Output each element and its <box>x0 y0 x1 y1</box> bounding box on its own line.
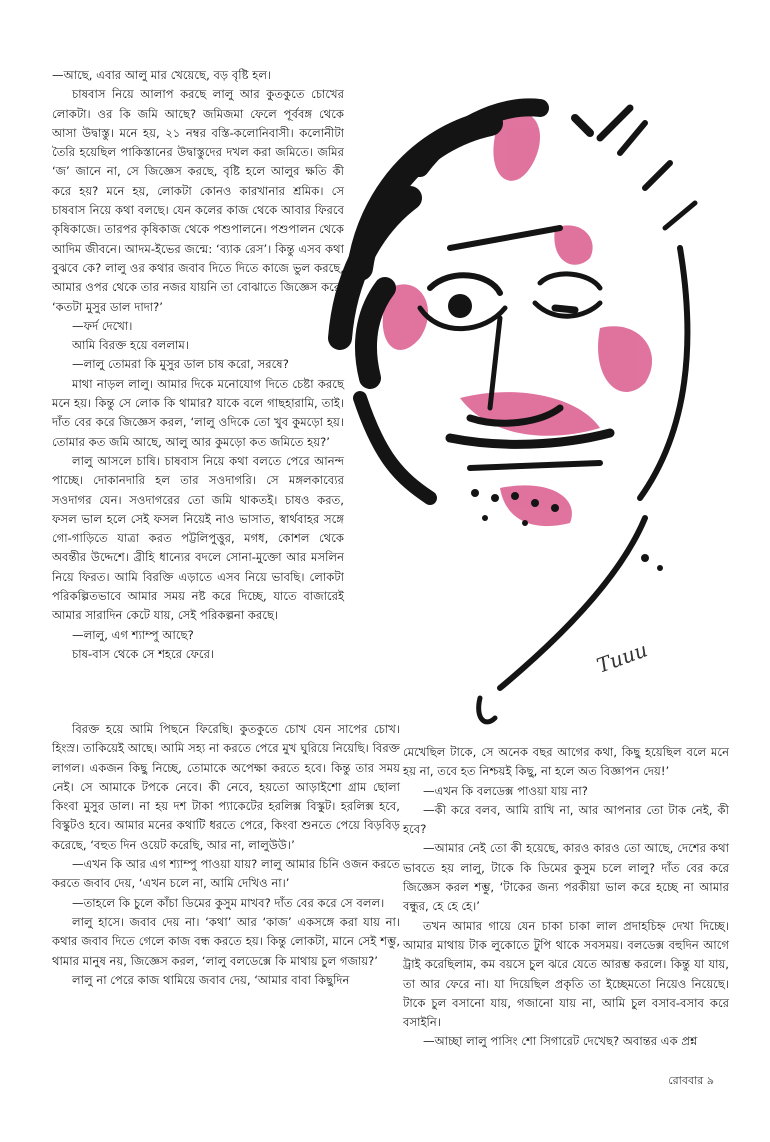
paragraph: —এখন কি আর এগ শ্যাম্পু পাওয়া যায়? লালু আমার চিনি ওজন করতে করতে জবাব দেয়, ‘এখন চলে না, আমি দেখিও না।’ <box>52 857 400 891</box>
artist-signature: Tuuu <box>593 637 651 678</box>
paragraph: লালু হাসে। জবাব দেয় না। ‘কথা’ আর ‘কাজ’ একসঙ্গে করা যায় না। কথার জবাব দিতে গেলে কাজ বন্ধ করতে হয়। কিন্তু লোকটা, মানে সেই শম্ভু, থামার মানুষ নয়, জিজ্ঞেস করল, ‘লালু বলডেক্সে কি মাথায় চুল গজায়?’ <box>52 914 400 968</box>
page-number-label: রোববার ৯ <box>668 1074 714 1087</box>
paragraph: তখন আমার গায়ে যেন চাকা চাকা লাল প্রদাহচিহ্ন দেখা দিচ্ছে। আমার মাথায় টাক লুকোতে টুপি থাকে সবসময়। বলডেক্স বহুদিন আগে ট্রাই করেছিলাম, কম বয়সে চুল ঝরে যেতে আরম্ভ করলে। কিন্তু যা যায়, তা আর ফেরে না। যা দিয়েছিল প্রকৃতি তা ইচ্ছেমতো নিয়েও নিয়েছে। টাকে চুল বসানো যায়, গজানো যায় না, আমি চুল বসাব-বসাব করে বসাইনি। <box>403 918 729 1030</box>
paragraph: মাথা নাড়ল লালু। আমার দিকে মনোযোগ দিতে চেষ্টা করছে মনে হয়। কিন্তু সে লোক কি থামার? যাকে বলে গাছহারামি, তাই। দাঁত বের করে জিজ্ঞেস করল, ‘লালু ওদিকে তো খুব কুমড়ো হয়। তোমার কত জমি আছে, আলু আর কুমড়ো কত জমিতে হয়?’ <box>52 376 344 449</box>
paragraph: আমি বিরক্ত হয়ে বললাম। <box>72 338 189 353</box>
paragraph: —আচ্ছা লালু পাসিং শো সিগারেট দেখেছ? অবান্তর এক প্রশ্ন <box>423 1034 698 1049</box>
paragraph: —কী করে বলব, আমি রাখি না, আর আপনার তো টাক নেই, কী হবে? <box>403 802 729 837</box>
paragraph: লালু আসলে চাষি। চাষবাস নিয়ে কথা বলতে পেরে আনন্দ পাচ্ছে। দোকানদারি হল তার সওদাগরি। সে মঙ্গলকাব্যের সওদাগর যেন। সওদাগরের তো জমি থাকতই। চাষও করত, ফসল ভাল হলে সেই ফসল নিয়েই নাও ভাসাত, স্বার্থবাহর সঙ্গে গো-গাড়িতে যাত্রা করত পট্টলিপুত্তুর, মগধ, কোশল থেকে অবন্তীর উদ্দেশে। ব্রীহি ধান্যের বদলে সোনা-মুক্তো আর মসলিন নিয়ে ফিরত। আমি বিরক্তি এড়াতে এসব নিয়ে ভাবছি। লোকটা পরিকল্পিতভাবে আমার সময় নষ্ট করে দিচ্ছে, যাতে বাজারেই আমার সারাদিন কেটে যায়, সেই পরিকল্পনা করছে। <box>52 453 344 623</box>
paragraph: লালু না পেরে কাজ থামিয়ে জবাব দেয়, ‘আমার বাবা কিছুদিন <box>72 972 350 987</box>
paragraph: মেখেছিল টাকে, সে অনেক বছর আগের কথা, কিছু হয়েছিল বলে মনে হয় না, তবে হত নিশ্চয়ই কিছু, না হলে অত বিজ্ঞাপন দেয়!’ <box>403 745 729 779</box>
paragraph: —তাহলে কি চুলে কাঁচা ডিমের কুসুম মাখব? দাঁত বের করে সে বলল। <box>72 895 385 910</box>
paragraph: —আছে, এবার আলু মার খেয়েছে, বড় বৃষ্টি হল। <box>52 68 272 82</box>
paragraph: —আমার নেই তো কী হয়েছে, কারও কারও তো আছে, দেশের কথা ভাবতে হয় লালু, টাকে কি ডিমের কুসুম চলে লালু? দাঁত বের করে জিজ্ঞেস করল শম্ভু, ‘টাকের জন্য পরকীয়া ভাল করে হচ্ছে না আমার বন্ধুর, হে হে হে।’ <box>403 841 729 914</box>
paragraph: —লালু তোমরা কি মুসুর ডাল চাষ করো, সরষে? <box>72 357 289 372</box>
paragraph: চাষ-বাস থেকে সে শহরে ফেরে। <box>72 646 215 661</box>
paragraph: বিরক্ত হয়ে আমি পিছনে ফিরেছি। কুতকুতে চোখ যেন সাপের চোখ। হিংস্র। তাকিয়েই আছে। আমি সহ্য না করতে পেরে মুখ ঘুরিয়ে নিয়েছি। বিরক্ত লাগল। একজন কিছু নিচ্ছে, তোমাকে অপেক্ষা করতে হবে। কিন্তু তার সময় নেই। সে আমাকে টপকে নেবে। কী নেবে, হয়তো আড়াইশো গ্রাম ছোলা কিংবা মুসুর ডাল। না হয় দশ টাকা প্যাকেটের হরলিক্স বিস্কুট। হরলিক্স হবে, বিস্কুটও হবে। আমার মনের কথাটি ধরতে পেরে, কিংবা শুনতে পেয়ে বিড়বিড় করেছে, ‘বহুত দিন ওয়েট করেছি, আর না, লালুউউ।’ <box>52 722 400 852</box>
paragraph: —এখন কি বলডেক্স পাওয়া যায় না? <box>423 783 588 798</box>
portrait-illustration <box>300 78 740 738</box>
paragraph: চাষবাস নিয়ে আলাপ করছে লালু আর কুতকুতে চোখের লোকটা। ওর কি জমি আছে? জমিজমা ফেলে পূর্ববঙ্গ থেকে আসা উদ্বাস্তু। মনে হয়, ২১ নম্বর বস্তি-কলোনিবাসী। কলোনীটা তৈরি হয়েছিল পাকিস্তানের উদ্বাস্তুদের দখল করা জমিতে। জমির ‘জ’ জানে না, সে জিজ্ঞেস করছে, বৃষ্টি হলে আলুর ক্ষতি কী করে হয়? মনে হয়, লোকটা কোনও কারখানার শ্রমিক। সে চাষবাস নিয়ে কথা বলছে। যেন কলের কাজ থেকে আবার ফিরবে কৃষিকাজে। তারপর কৃষিকাজ থেকে পশুপালনে। পশুপালন থেকে আদিম জীবনে। আদম-ইভের জন্মে: ‘ব্যাক রেস’। কিন্তু এসব কথা বুঝবে কে? লালু ওর কথার জবাব দিতে দিতে কাজে ভুল করছে, আমার ওপর থেকে তার নজর যায়নি তা বোঝাতে জিজ্ঞেস করে, ‘কতটা মুসুর ডাল দাদা?’ <box>52 87 344 314</box>
article-column-left-lower <box>52 720 400 990</box>
paragraph: —লালু, এগ শ্যাম্পু আছে? <box>72 627 194 642</box>
paragraph: —ফর্দ দেখো। <box>72 318 133 333</box>
article-column-right <box>403 743 729 1052</box>
page-footer <box>668 1072 714 1091</box>
